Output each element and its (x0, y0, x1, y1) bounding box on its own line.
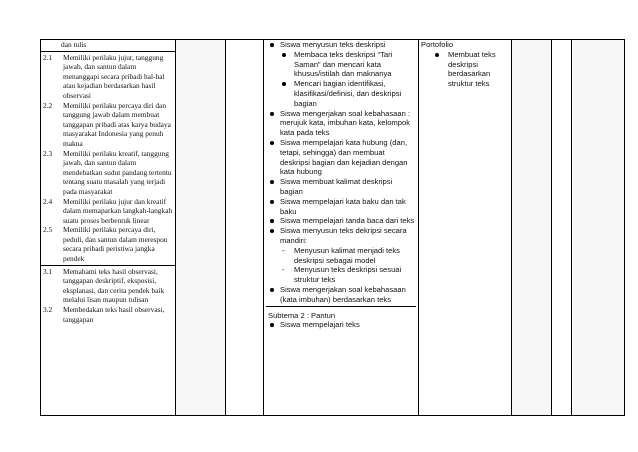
assessment-item: Membuat teks deskripsi berdasarkan struktur teks (421, 50, 509, 89)
empty-cell (226, 40, 264, 416)
divider (266, 306, 416, 307)
empty-cell (176, 40, 226, 416)
bullet-icon (270, 112, 274, 116)
dash-marker: - (282, 265, 285, 275)
assessment-title: Portofolio (421, 40, 454, 49)
bullet-icon (435, 53, 439, 57)
competency-item: 2.3 Memiliki perilaku kreatif, tanggung jawab, dan santun dalam mendebatkan sudut pandang tertentu tentang suatu masalah yang terjadi pada masyarakat (43, 148, 172, 196)
bullet-icon (270, 323, 274, 327)
activity-item: Siswa membuat kalimat deskripsi bagian (266, 177, 416, 197)
divider (41, 51, 175, 52)
lesson-plan-table (40, 39, 625, 416)
competency-list (41, 40, 175, 324)
activity-item: Siswa mempelajari kata baku dan tak baku (266, 197, 416, 217)
bullet-icon (270, 200, 274, 204)
bullet-icon (270, 288, 274, 292)
subtheme-heading: Subtema 2 : Pantun (268, 310, 336, 320)
assessment-block (419, 40, 511, 89)
activity-item: Siswa menyusun teks dekripsi secara mandiri: (266, 226, 416, 246)
empty-cell (572, 40, 625, 416)
competency-item: 2.4 Memiliki perilaku jujur dan kreatif dalam memaparkan langkah-langkah suatu proses berbentuk linear (43, 196, 173, 225)
activity-subitem: - Menyusun teks deskripsi sesuai struktur teks (282, 265, 402, 285)
dash-marker: - (282, 245, 285, 255)
activity-subitem: Membaca teks deskripsi “Tari Saman” dan mencari kata khusus/istilah dan maknanya (266, 50, 416, 79)
competency-cell (41, 40, 176, 416)
table-row (41, 40, 625, 416)
competency-item: 3.2 Membedakan teks hasil observasi, tanggapan (43, 305, 165, 324)
activity-item: Siswa menyusun teks deskripsi (266, 40, 416, 50)
bullet-icon (270, 229, 274, 233)
divider (41, 265, 175, 266)
activity-list (264, 40, 418, 330)
bullet-icon (270, 43, 274, 47)
empty-cell (552, 40, 572, 416)
activity-item: Siswa mempelajari teks (266, 320, 416, 330)
bullet-icon (282, 82, 286, 86)
empty-cell (512, 40, 552, 416)
bullet-icon (270, 141, 274, 145)
bullet-icon (282, 53, 286, 57)
activity-item: Siswa mempelajari kata hubung (dan, tetapi, sehingga) dan membuat deskripsi bagian dan kejadian dengan kata hubung (266, 138, 416, 177)
activity-item: Siswa mengerjakan soal kebahasaan : merujuk kata, imbuhan kata, kelompok kata pada teks (266, 109, 416, 138)
bullet-icon (270, 219, 274, 223)
competency-item: 2.5 Memiliki perilaku percaya diri, peduli, dan santun dalam merespon secara pribadi peristiwa jangka pendek (43, 225, 168, 264)
activities-cell (264, 40, 419, 416)
activity-subitem: Mencari bagian identifikasi, klasifikasi/definisi, dan deskripsi bagian (266, 79, 416, 108)
competency-item: 3.1 Memahami teks hasil observasi, tanggapan deskriptif, eksposisi, eksplanasi, dan cerita pendek baik melalui lisan maupun tulisan (43, 266, 165, 305)
competency-item: dan tulis (61, 40, 87, 49)
assessment-cell (419, 40, 512, 416)
activity-item: Siswa mempelajari tanda baca dari teks (266, 216, 416, 226)
activity-item: Siswa mengerjakan soal kebahasaan (kata imbuhan) berdasarkan teks (266, 285, 416, 305)
competency-item: 2.1 Memiliki perilaku jujur, tanggung jawab, dan santun dalam menanggapi secara pribadi hal-hal atau kejadian berdasarkan hasil observasi (43, 52, 165, 100)
activity-subitem: - Menyusun kalimat menjadi teks deskripsi sebagai model (282, 245, 400, 265)
bullet-icon (270, 180, 274, 184)
competency-item: 2.2 Memiliki perilaku percaya diri dan tanggung jawab dalam membuat tanggapan pribadi atas karya budaya masyarakat Indonesia yang penuh makna (43, 100, 171, 148)
